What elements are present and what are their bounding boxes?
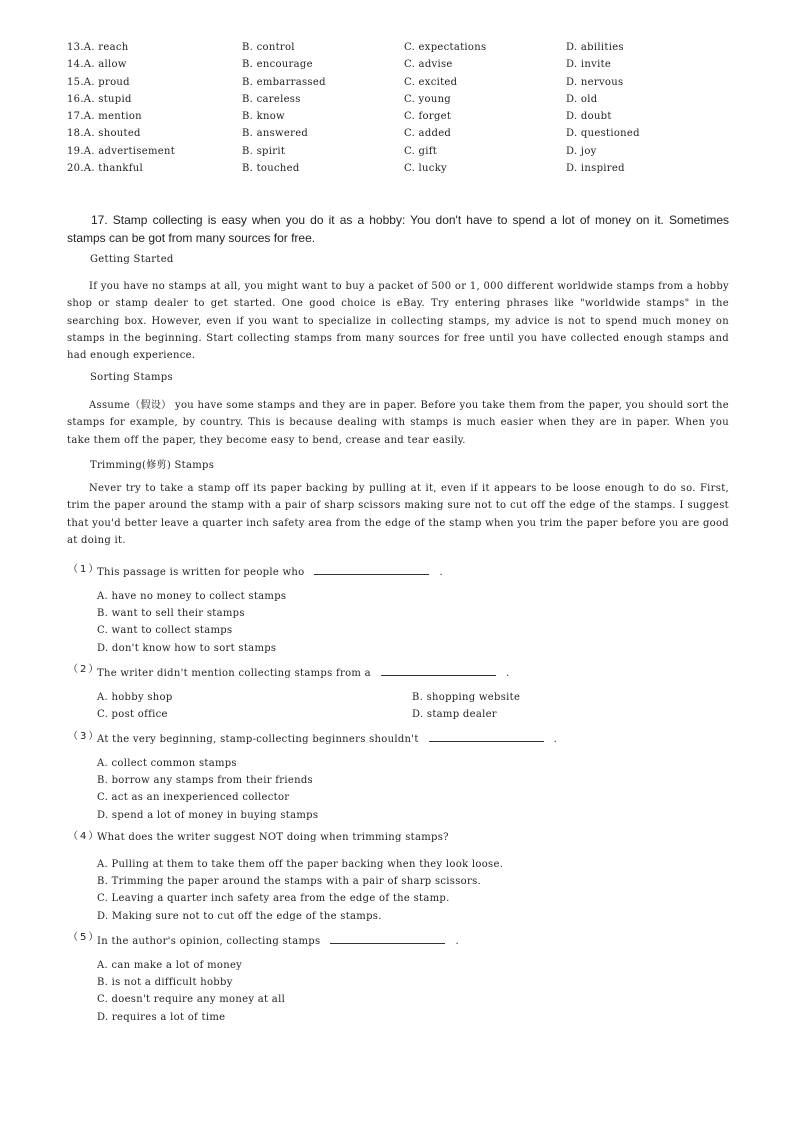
choice-a: A. collect common stamps bbox=[97, 758, 237, 769]
question-number: （4） bbox=[68, 831, 101, 842]
option-d: D. doubt bbox=[566, 111, 612, 123]
option-row bbox=[67, 56, 747, 73]
option-row bbox=[67, 108, 747, 125]
question-text: At the very beginning, stamp-collecting beginners shouldn't bbox=[97, 734, 419, 745]
option-d: D. abilities bbox=[566, 42, 624, 53]
choice-a: A. Pulling at them to take them off the paper backing when they look loose. bbox=[97, 859, 504, 870]
choice-b: B. is not a difficult hobby bbox=[97, 977, 233, 989]
question-text: This passage is written for people who bbox=[97, 567, 305, 578]
option-c: C. lucky bbox=[404, 163, 448, 175]
question-stem bbox=[97, 832, 449, 843]
option-b: B. embarrassed bbox=[242, 76, 326, 88]
choice-a: A. hobby shop bbox=[97, 692, 173, 703]
choice-d: D. Making sure not to cut off the edge of the stamps. bbox=[97, 910, 382, 922]
option-c: C. excited bbox=[404, 76, 458, 88]
option-b: B. encourage bbox=[242, 59, 313, 71]
option-b: B. spirit bbox=[242, 145, 286, 157]
option-c: C. gift bbox=[404, 145, 438, 157]
option-b: B. careless bbox=[242, 93, 301, 105]
question-end: . bbox=[439, 567, 443, 578]
choice-c: C. post office bbox=[97, 709, 168, 721]
option-d: D. nervous bbox=[566, 76, 624, 88]
choice-d: D. don't know how to sort stamps bbox=[97, 642, 277, 654]
answer-blank bbox=[381, 665, 496, 676]
question-number: （2） bbox=[68, 664, 101, 675]
question-stem bbox=[97, 731, 557, 745]
section-heading-sorting-stamps: Sorting Stamps bbox=[90, 372, 173, 383]
options-table bbox=[67, 39, 747, 177]
choice-d: D. requires a lot of time bbox=[97, 1011, 226, 1023]
option-c: C. forget bbox=[404, 111, 452, 123]
option-a: 14.A. allow bbox=[67, 59, 127, 71]
option-a: 19.A. advertisement bbox=[67, 145, 176, 157]
choice-c: C. act as an inexperienced collector bbox=[97, 792, 290, 804]
question-number: （1） bbox=[68, 564, 101, 575]
paragraph-sorting-stamps: Assume（假设） you have some stamps and they are in paper. Before you take them from the paper, you should sort the stamps for example, by country. This is because dealing with stamps is much easier when they are in paper. When you take them off the paper, they become easy to bend, crease and tear easily. bbox=[67, 400, 729, 446]
option-a: 18.A. shouted bbox=[67, 128, 141, 140]
answer-blank bbox=[314, 564, 429, 575]
option-a: 15.A. proud bbox=[67, 76, 130, 88]
choice-b: B. borrow any stamps from their friends bbox=[97, 775, 313, 787]
option-row bbox=[67, 74, 747, 91]
option-row bbox=[67, 39, 747, 56]
question-text: What does the writer suggest NOT doing when trimming stamps? bbox=[97, 832, 449, 843]
option-row bbox=[67, 143, 747, 160]
answer-blank bbox=[330, 933, 445, 944]
question-text: In the author's opinion, collecting stamps bbox=[97, 936, 321, 947]
option-c: C. young bbox=[404, 93, 452, 105]
option-b: B. control bbox=[242, 42, 295, 53]
option-c: C. added bbox=[404, 128, 452, 140]
answer-blank bbox=[429, 731, 544, 742]
choice-b: B. want to sell their stamps bbox=[97, 608, 245, 620]
paragraph-getting-started: If you have no stamps at all, you might want to buy a packet of 500 or 1, 000 different worldwide stamps from a hobby shop or stamp dealer to get started. One good choice is eBay. Try entering phrases like "worldwide stamps" in the searching box. However, even if you want to specialize in collecting stamps, my advice is not to spend much money on stamps in the beginning. Start collecting stamps from many sources for free until you have collected enough stamps and had enough experience. bbox=[67, 281, 729, 362]
question-stem bbox=[97, 564, 443, 578]
option-d: D. questioned bbox=[566, 128, 640, 140]
question-stem bbox=[97, 665, 509, 679]
option-c: C. advise bbox=[404, 59, 453, 71]
question-text: The writer didn't mention collecting stamps from a bbox=[97, 668, 371, 679]
choice-d: D. stamp dealer bbox=[412, 709, 497, 721]
option-d: D. old bbox=[566, 93, 598, 105]
option-c: C. expectations bbox=[404, 42, 487, 53]
option-d: D. invite bbox=[566, 59, 612, 71]
choice-list bbox=[97, 689, 597, 724]
option-d: D. inspired bbox=[566, 163, 625, 175]
option-a: 17.A. mention bbox=[67, 111, 142, 123]
option-row bbox=[67, 125, 747, 142]
question-17-intro: 17. Stamp collecting is easy when you do it as a hobby: You don't have to spend a lot of money on it. Sometimes stamps can be got from many sources for free. bbox=[67, 213, 729, 245]
option-b: B. know bbox=[242, 111, 285, 123]
choice-b: B. shopping website bbox=[412, 692, 521, 703]
question-end: . bbox=[553, 734, 558, 745]
question-stem bbox=[97, 933, 459, 947]
section-heading-trimming-stamps: Trimming(修剪) Stamps bbox=[90, 460, 215, 471]
question-end: . bbox=[505, 668, 510, 679]
question-number: （3） bbox=[68, 731, 101, 742]
choice-a: A. can make a lot of money bbox=[97, 960, 243, 971]
choice-c: C. Leaving a quarter inch safety area from the edge of the stamp. bbox=[97, 893, 450, 905]
option-d: D. joy bbox=[566, 145, 597, 157]
option-a: 20.A. thankful bbox=[67, 163, 143, 175]
option-a: 16.A. stupid bbox=[67, 93, 132, 105]
choice-c: C. doesn't require any money at all bbox=[97, 994, 286, 1006]
option-a: 13.A. reach bbox=[67, 42, 129, 53]
choice-b: B. Trimming the paper around the stamps with a pair of sharp scissors. bbox=[97, 876, 481, 888]
paragraph-trimming-stamps: Never try to take a stamp off its paper backing by pulling at it, even if it appears to be loose enough to do so. First, trim the paper around the stamp with a pair of sharp scissors making sure not to cut off the edge of the stamps. I suggest that you'd better leave a quarter inch safety area from the edge of the stamp when you trim the paper before you are good at doing it. bbox=[67, 483, 729, 546]
option-row bbox=[67, 91, 747, 108]
option-row bbox=[67, 160, 747, 177]
question-end: . bbox=[455, 936, 459, 947]
option-b: B. touched bbox=[242, 163, 300, 175]
choice-list bbox=[97, 957, 285, 1026]
choice-list bbox=[97, 856, 503, 925]
choice-list bbox=[97, 588, 286, 657]
section-heading-getting-started: Getting Started bbox=[90, 254, 174, 265]
question-number: （5） bbox=[68, 932, 101, 943]
choice-a: A. have no money to collect stamps bbox=[97, 591, 287, 602]
choice-list bbox=[97, 755, 318, 824]
choice-d: D. spend a lot of money in buying stamps bbox=[97, 809, 319, 821]
choice-c: C. want to collect stamps bbox=[97, 625, 233, 637]
option-b: B. answered bbox=[242, 128, 309, 140]
